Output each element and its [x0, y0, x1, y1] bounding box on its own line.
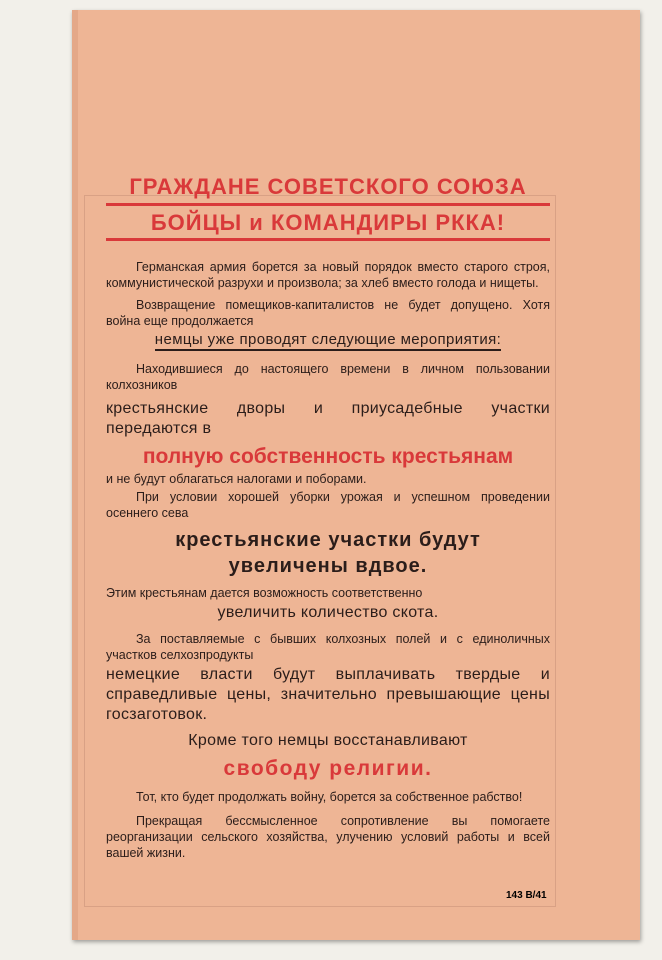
paragraph-3: Находившиеся до настоящего времени в личном пользовании колхозников: [106, 362, 550, 392]
title-line-2: БОЙЦЫ и КОМАНДИРЫ РККА!: [150, 210, 506, 235]
page-edge: [72, 10, 78, 940]
paragraph-13: Прекращая бессмысленное сопротивление вы помогаете реорганизации сельского хозяйства, улучению условий работы и всей вашей жизни.: [106, 814, 550, 860]
paragraph-2: Возвращение помещиков-капиталистов не будет допущено. Хотя война еще продолжается: [106, 298, 550, 328]
title-rule-2: [106, 238, 550, 241]
red-emphasis-ownership: полную собственность крестьянам: [142, 445, 514, 468]
paragraph-12: Тот, кто будет продолжать войну, борется за собственное рабство!: [136, 790, 523, 804]
paragraph-10: немецкие власти будут выплачивать твердые и справедливые цены, значительно превышающие цены госзаготовок.: [106, 666, 550, 723]
paragraph-8: увеличить количество скота.: [217, 604, 439, 621]
paragraph-4: крестьянские дворы и приусадебные участки передаются в: [106, 400, 550, 437]
title-rule-1: [106, 203, 550, 206]
black-emphasis-1: крестьянские участки будут: [175, 529, 481, 551]
paragraph-1: Германская армия борется за новый порядок вместо старого строя, коммунистической разрухи и произвола; за хлеб вместо голода и нищеты.: [106, 260, 550, 290]
paragraph-5: и не будут облагаться налогами и поборами.: [106, 472, 367, 486]
underlined-heading-wrap: [106, 331, 550, 351]
underlined-heading: немцы уже проводят следующие мероприятия:: [155, 331, 501, 351]
title-line-1: ГРАЖДАНЕ СОВЕТСКОГО СОЮЗА: [129, 174, 527, 199]
paragraph-7: Этим крестьянам дается возможность соответственно: [106, 586, 423, 600]
print-code: 143 В/41: [506, 890, 547, 901]
paragraph-11: Кроме того немцы восстанавливают: [188, 732, 468, 749]
paragraph-6: При условии хорошей уборки урожая и успешном проведении осеннего сева: [106, 490, 550, 520]
red-emphasis-religion: свободу религии.: [223, 757, 433, 780]
black-emphasis-2: увеличены вдвое.: [228, 555, 428, 577]
leaflet-content: [106, 172, 550, 861]
paragraph-9: За поставляемые с бывших колхозных полей и с единоличных участков селхозпродукты: [106, 632, 550, 662]
